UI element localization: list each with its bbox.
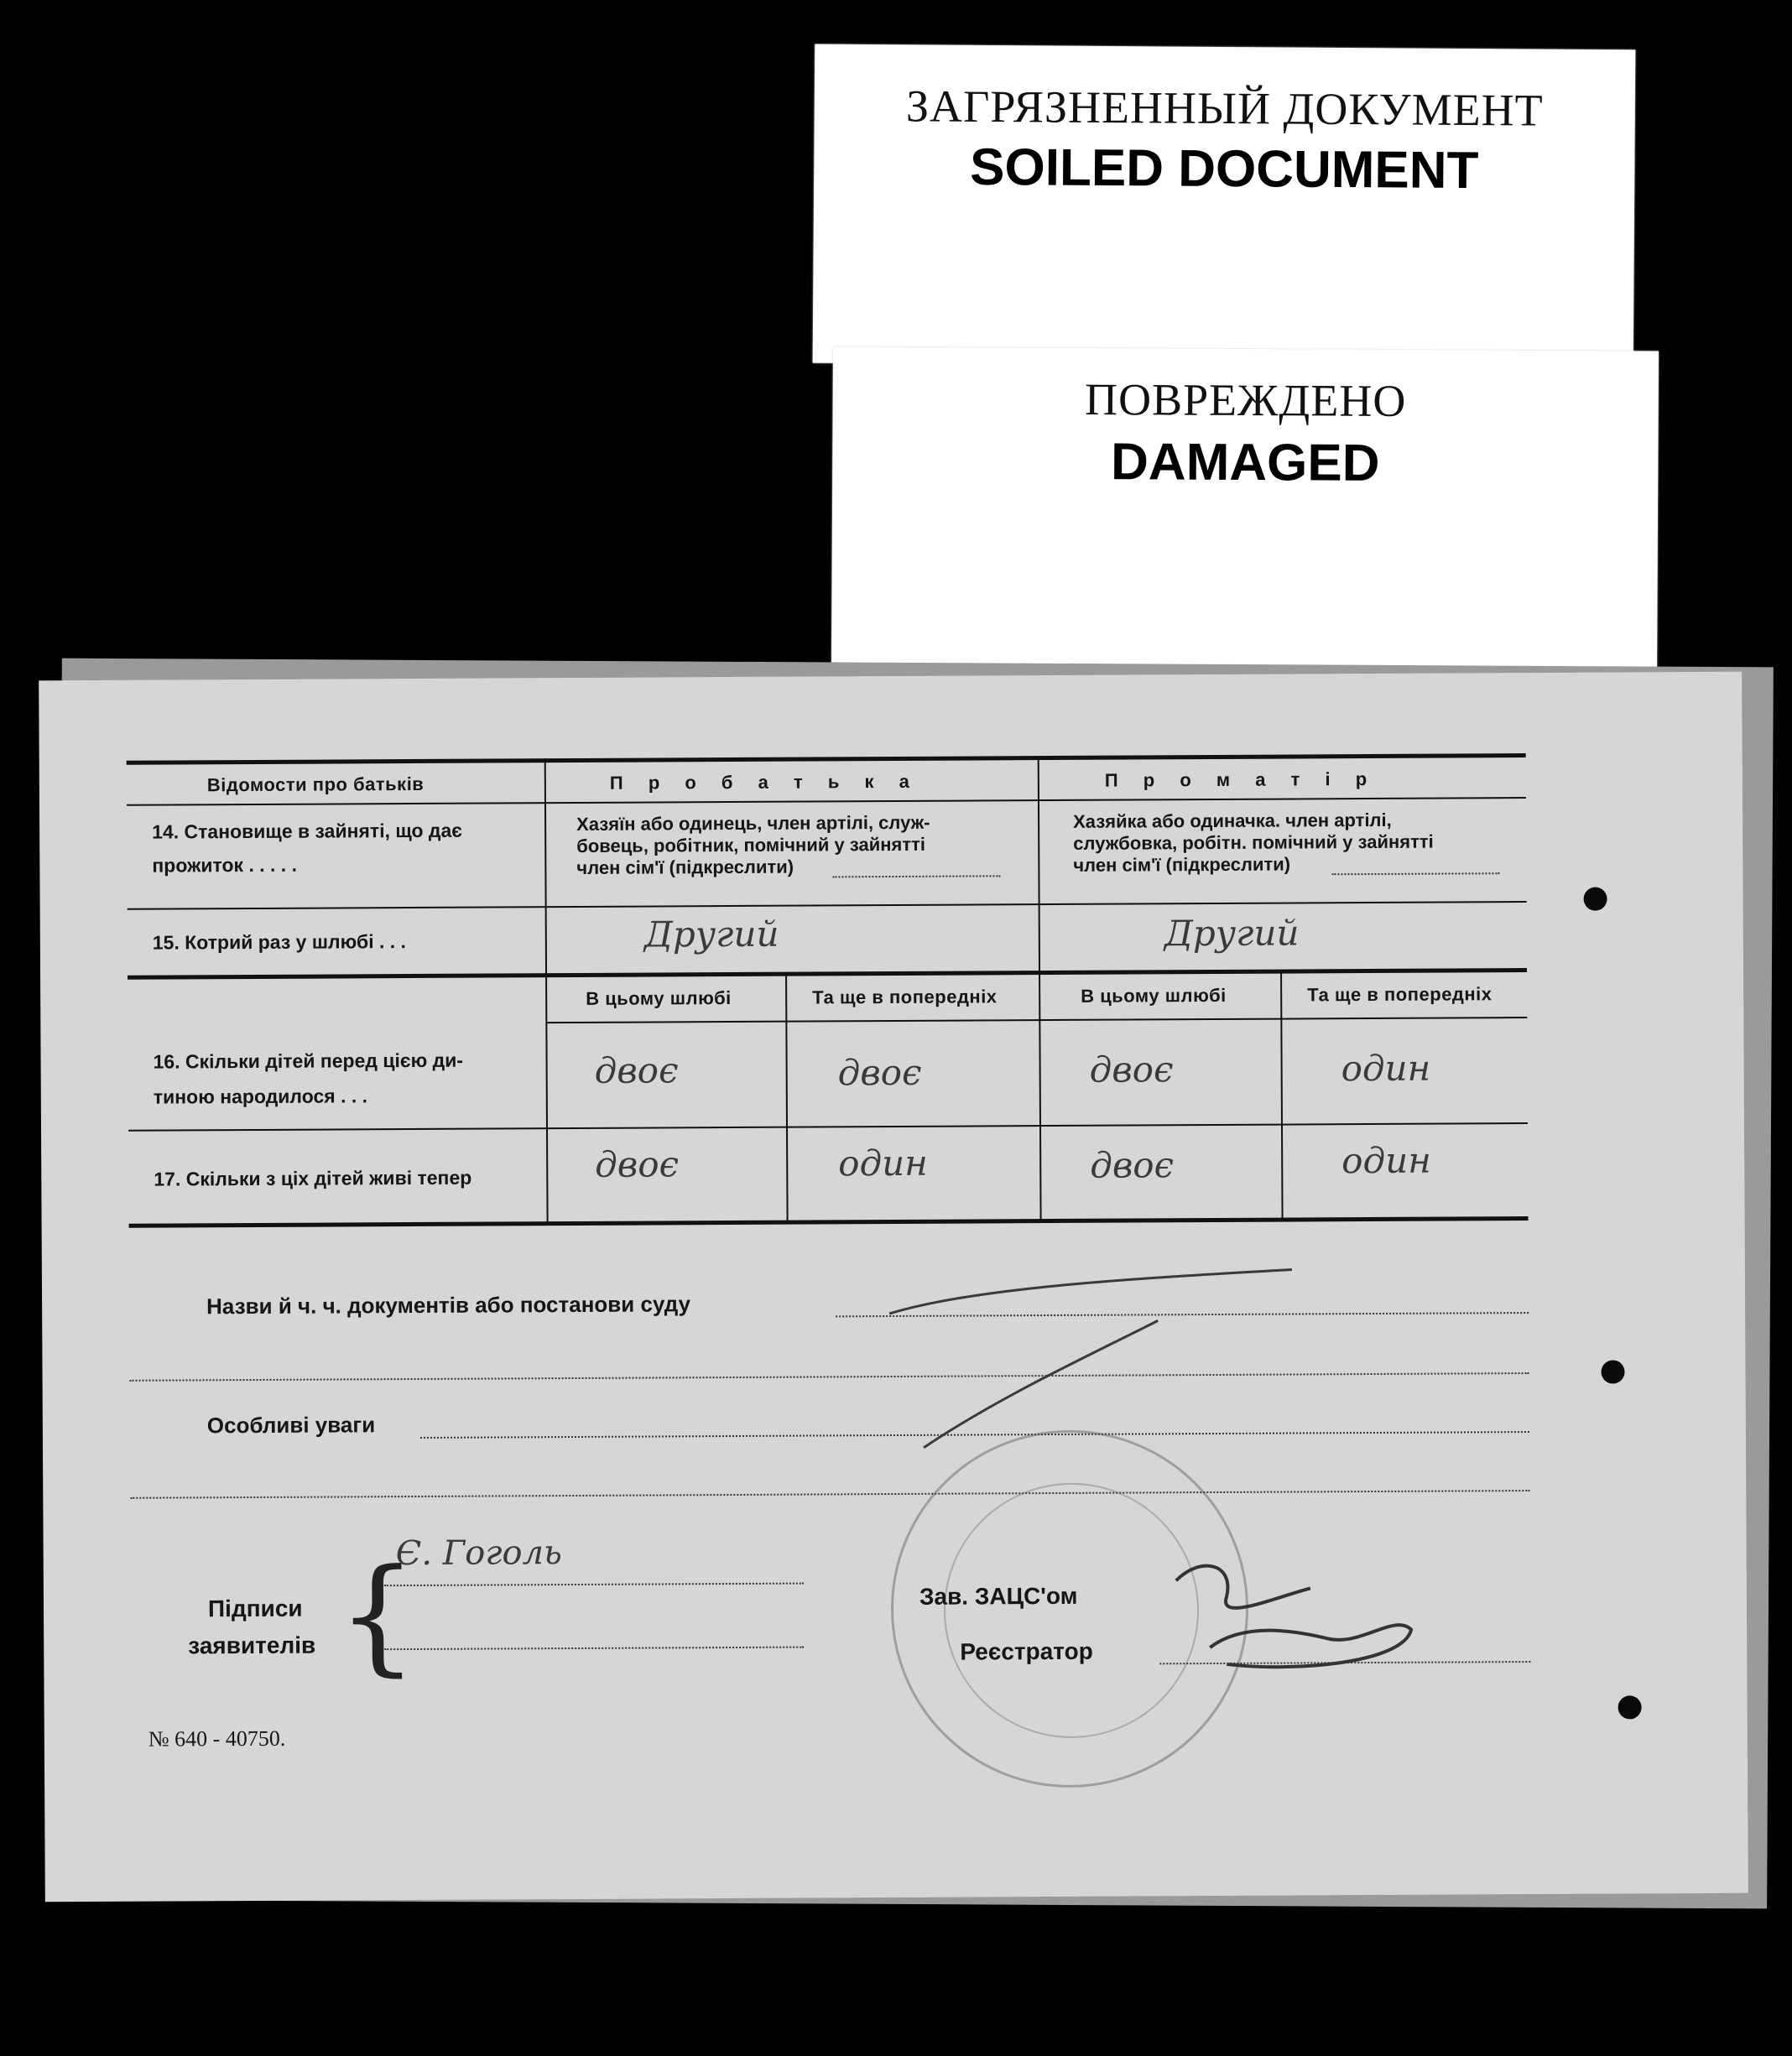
soiled-document-card: [813, 44, 1636, 369]
q14-label-line2: прожиток . . . . .: [152, 853, 297, 877]
table-rule: [547, 1017, 1527, 1023]
q16-father-this: двоє: [594, 1049, 679, 1091]
q14-father-line1: Хазяїн або одинець, член артілі, служ-: [576, 811, 930, 835]
q14-mother-line1: Хазяйка або одиначка. член артілі,: [1073, 809, 1392, 832]
table-rule: [128, 968, 1527, 980]
table-top-rule: [127, 753, 1526, 765]
subheader-mother-previous: Та ще в попередніх: [1307, 983, 1492, 1006]
q14-father-line2: бовець, робітник, помічний у зайнятті: [576, 833, 926, 856]
table-rule: [128, 901, 1527, 910]
table-rule: [127, 797, 1526, 806]
q16-father-previous: двоє: [837, 1051, 922, 1094]
damaged-label-en: DAMAGED: [1110, 433, 1380, 492]
q16-mother-previous: один: [1341, 1047, 1431, 1090]
header-father: П р о б а т ь к а: [609, 770, 919, 794]
notes-label: Особливі уваги: [206, 1412, 376, 1439]
header-mother: П р о м а т і р: [1104, 768, 1378, 791]
notes-line: [130, 1490, 1529, 1499]
q15-father-value: Другий: [643, 913, 779, 955]
damaged-document-card: [831, 346, 1659, 678]
q14-mother-line3: член сім'ї (підкреслити): [1073, 853, 1291, 876]
soiled-label-en: SOILED DOCUMENT: [969, 138, 1479, 200]
q17-mother-this: двоє: [1090, 1144, 1175, 1186]
cancel-line: [873, 1261, 1310, 1456]
head-of-registry-label: Зав. ЗАЦС'ом: [919, 1582, 1078, 1610]
documents-line: [130, 1372, 1529, 1382]
signature-line: [384, 1647, 804, 1651]
q17-father-previous: один: [838, 1142, 928, 1184]
table-bottom-rule: [129, 1216, 1529, 1228]
q17-label: 17. Скільки з ціх дітей живі тепер: [154, 1166, 472, 1190]
q16-label-line2: тиною народилося . . .: [153, 1085, 368, 1108]
table-col-rule: [544, 758, 549, 1225]
form-page: [39, 672, 1748, 1902]
header-parents-info: Відомости про батьків: [206, 773, 425, 796]
q17-father-this: двоє: [595, 1143, 680, 1185]
binding-hole: [1618, 1695, 1642, 1719]
signatures-label-line2: заявителів: [188, 1632, 316, 1659]
documents-label: Назви й ч. ч. документів або постанови суду: [206, 1291, 691, 1319]
q14-father-line3: член сім'ї (підкреслити): [576, 856, 794, 878]
signatures-brace: {: [336, 1542, 418, 1689]
damaged-label-ru: ПОВРЕЖДЕНО: [1084, 373, 1407, 427]
q15-mother-value: Другий: [1164, 912, 1300, 955]
table-col-rule: [1280, 973, 1284, 1221]
subheader-mother-this: В цьому шлюбі: [1081, 984, 1227, 1007]
table-col-rule: [1038, 756, 1042, 1222]
q15-label: 15. Котрий раз у шлюбі . . .: [152, 930, 406, 954]
signature-line: [384, 1583, 804, 1587]
subheader-father-previous: Та ще в попередніх: [812, 986, 998, 1008]
q16-mother-this: двоє: [1089, 1049, 1174, 1090]
registrar-signature: [1126, 1546, 1429, 1699]
q17-mother-previous: один: [1341, 1139, 1431, 1182]
soiled-label-ru: ЗАГРЯЗНЕННЫЙ ДОКУМЕНТ: [905, 81, 1544, 136]
dotted-line: [832, 875, 1000, 877]
applicant-signature: Є. Гоголь: [395, 1533, 562, 1574]
registrar-label: Реєстратор: [960, 1637, 1093, 1665]
binding-hole: [1601, 1360, 1624, 1383]
dotted-line: [1331, 872, 1499, 875]
form-number: № 640 - 40750.: [148, 1725, 286, 1752]
q14-label-line1: 14. Становище в зайняті, що дає: [152, 819, 463, 843]
table-rule: [128, 1122, 1528, 1132]
q16-label-line1: 16. Скільки дітей перед цією ди-: [153, 1049, 464, 1073]
binding-hole: [1584, 887, 1607, 911]
subheader-father-this: В цьому шлюбі: [586, 987, 732, 1009]
q14-mother-line2: службовка, робітн. помічний у зайнятті: [1073, 830, 1434, 854]
signatures-label-line1: Підписи: [207, 1595, 303, 1622]
table-col-rule: [785, 976, 789, 1224]
